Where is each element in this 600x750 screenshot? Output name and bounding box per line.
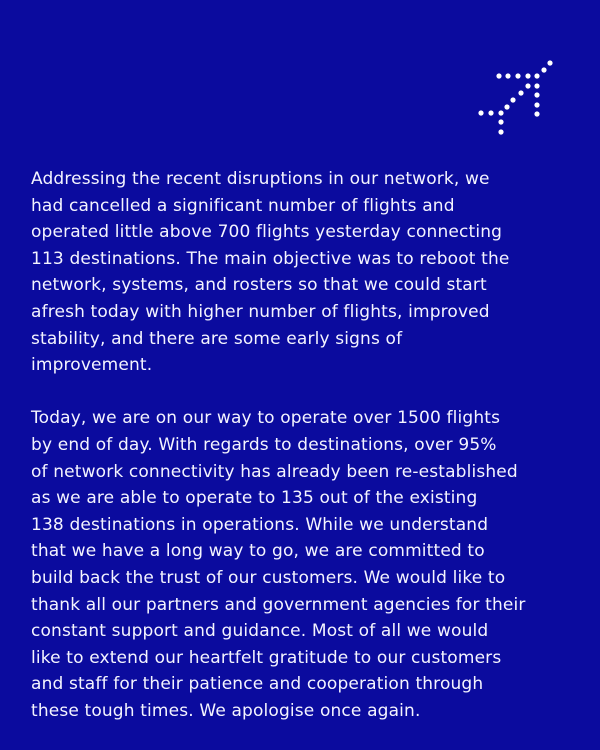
logo-dot [534,92,539,97]
text-line: constant support and guidance. Most of all we would [31,621,489,642]
logo-dot [525,83,530,88]
text-line: thank all our partners and government agencies for their [31,594,526,615]
paragraph-1 [31,166,591,379]
text-line: 113 destinations. The main objective was to reboot the [31,248,510,269]
text-line: these tough times. We apologise once again. [31,700,421,721]
text-line: afresh today with higher number of flights, improved [31,301,490,322]
text-line: by end of day. With regards to destinations, over 95% [31,434,497,455]
logo-dot [498,119,503,124]
logo-dot [498,110,503,115]
text-line: Addressing the recent disruptions in our network, we [31,169,490,189]
logo-dot [488,110,493,115]
logo-dot [547,60,552,65]
paragraph-2 [31,405,591,724]
logo-dot [541,67,546,72]
text-line: that we have a long way to go, we are committed to [31,541,485,562]
text-line: stability, and there are some early signs of [31,328,403,349]
text-line: improvement. [31,355,153,376]
text-line: had cancelled a significant number of flights and [31,195,455,216]
text-line: operated little above 700 flights yesterday connecting [31,222,503,243]
logo-dot [515,73,520,78]
dotted-plane-arrow-icon [470,50,570,150]
text-line: like to extend our heartfelt gratitude to our customers [31,647,502,668]
text-line: as we are able to operate to 135 out of the existing [31,488,478,509]
logo-dot [505,73,510,78]
logo-dot [496,73,501,78]
logo [470,50,570,150]
text-line: and staff for their patience and cooperation through [31,674,484,695]
logo-dot [510,97,515,102]
statement-text [31,166,591,724]
text-line: build back the trust of our customers. We would like to [31,567,506,588]
logo-dot [534,111,539,116]
logo-dot [518,90,523,95]
logo-dot [504,104,509,109]
text-line: network, systems, and rosters so that we could start [31,275,487,296]
text-line: Today, we are on our way to operate over 1500 flights [31,408,501,429]
logo-dot [534,83,539,88]
text-line: 138 destinations in operations. While we understand [31,514,489,535]
logo-dot [478,110,483,115]
logo-dot [525,73,530,78]
logo-dot [534,102,539,107]
text-line: of network connectivity has already been re-established [31,461,518,482]
logo-dot [498,129,503,134]
logo-dot [534,73,539,78]
